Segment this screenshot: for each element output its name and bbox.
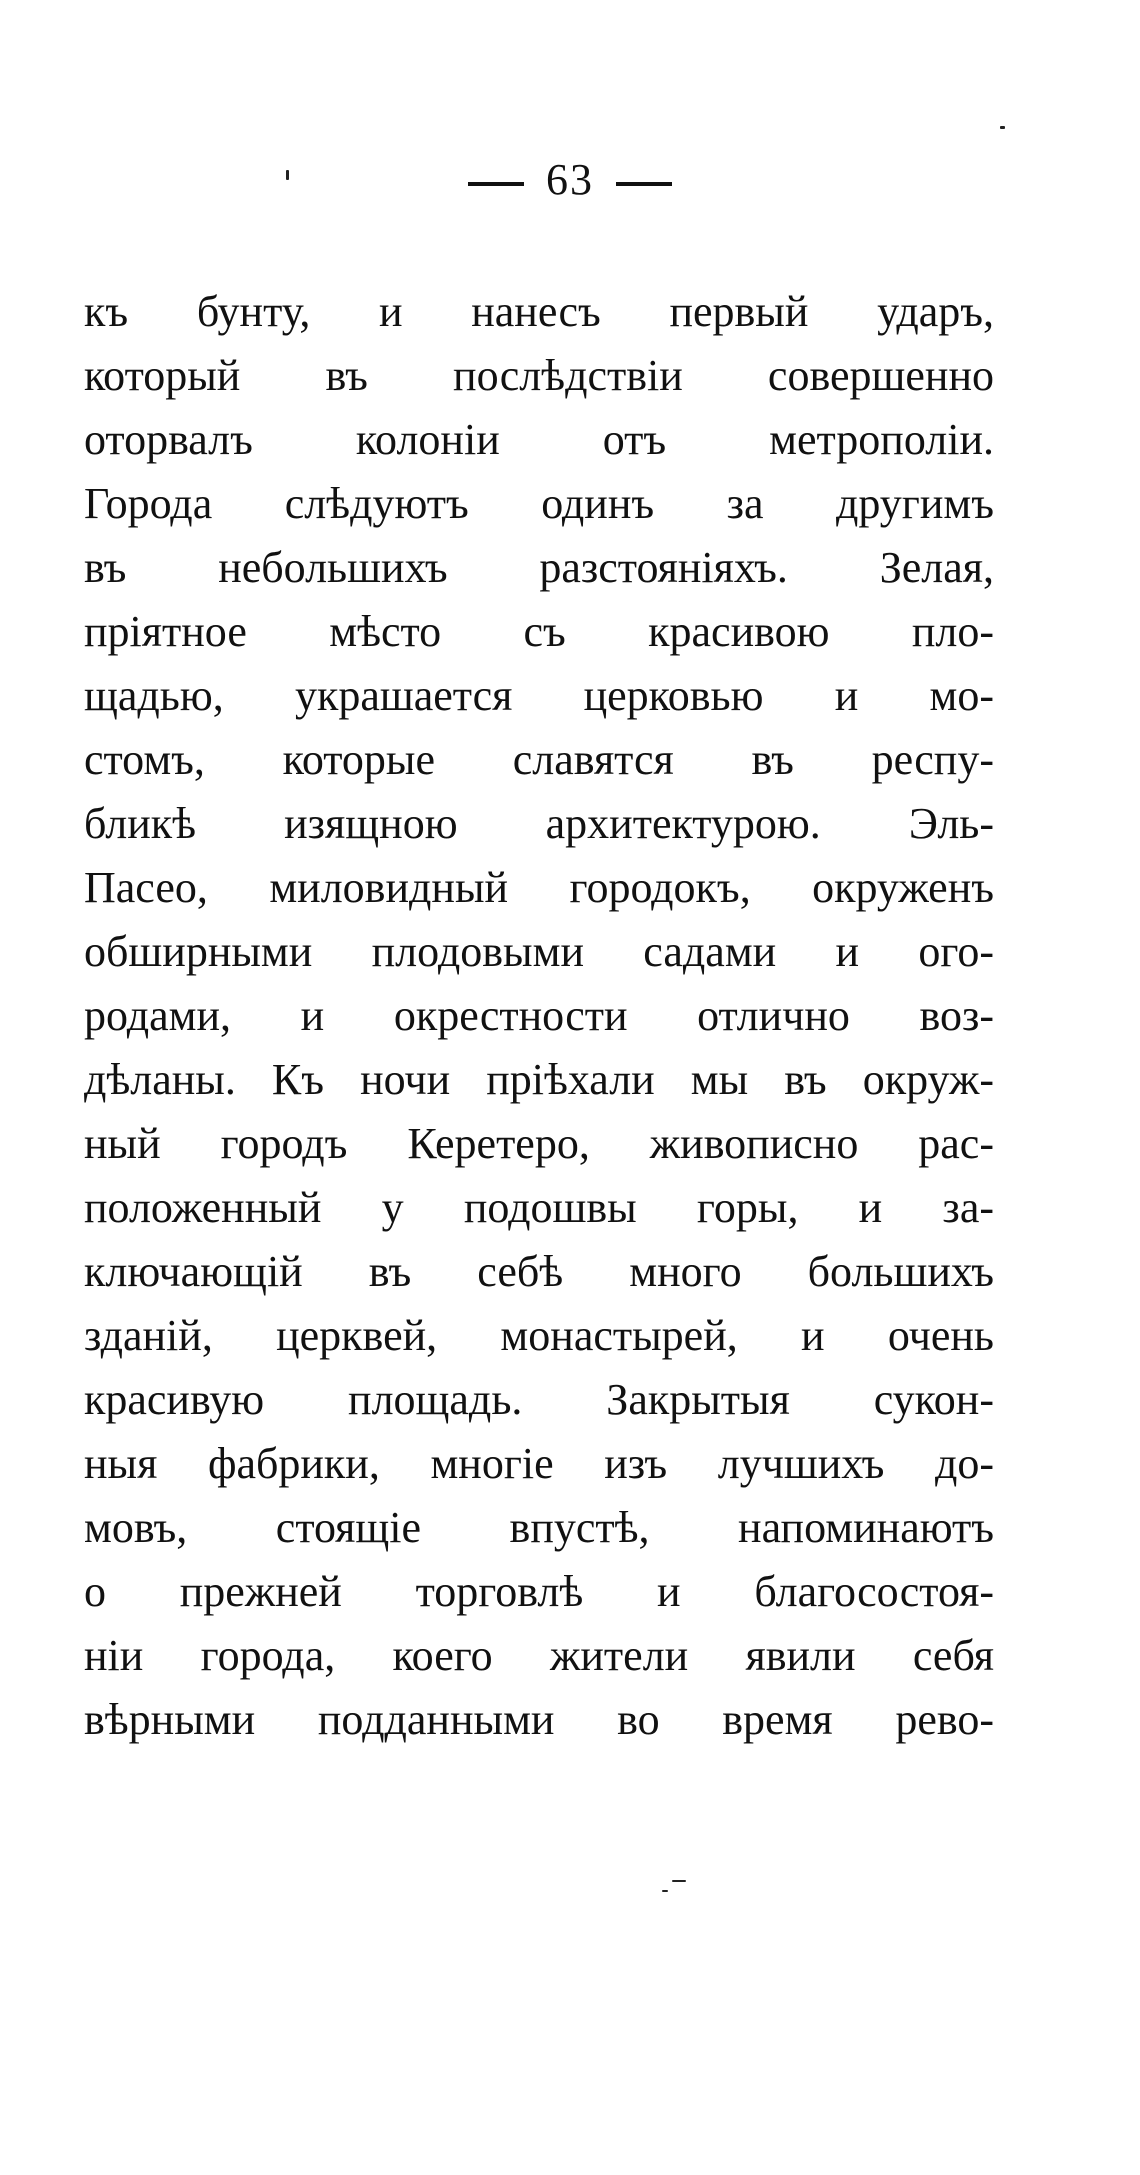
text-line: въ небольшихъ разстояніяхъ. Зелая, [84,543,994,592]
ink-speck [286,170,289,180]
text-line: зданій, церквей, монастырей, и очень [84,1311,994,1360]
text-line: родами, и окрестности отлично воз- [84,991,994,1040]
text-line: положенный у подошвы горы, и за- [84,1183,994,1232]
text-line: который въ послѣдствіи совершенно [84,351,994,400]
ink-speck [662,1890,668,1892]
text-line: ный городъ Керетеро, живописно рас- [84,1119,994,1168]
page-header [0,155,1140,204]
text-line: красивую площадь. Закрытыя сукон- [84,1375,994,1424]
text-line: къ бунту, и нанесъ первый ударъ, [84,287,994,336]
text-line: щадью, украшается церковью и мо- [84,671,994,720]
text-line: мовъ, стоящіе впустѣ, напоминаютъ [84,1503,994,1552]
text-line: ныя фабрики, многіе изъ лучшихъ до- [84,1439,994,1488]
text-line: оторвалъ колоніи отъ метрополіи. [84,415,994,464]
text-line: бликѣ изящною архитектурою. Эль- [84,799,994,848]
text-line: обширными плодовыми садами и ого- [84,927,994,976]
text-line: вѣрными подданными во время рево- [84,1695,994,1744]
text-line: о прежней торговлѣ и благосостоя- [84,1567,994,1616]
text-line: ніи города, коего жители явили себя [84,1631,994,1680]
text-line: ключающій въ себѣ много большихъ [84,1247,994,1296]
ink-speck [1000,126,1005,129]
header-dash-left [468,182,524,186]
text-line: Города слѣдуютъ одинъ за другимъ [84,479,994,528]
text-line: стомъ, которые славятся въ респу- [84,735,994,784]
text-line: Пасео, миловидный городокъ, окруженъ [84,863,994,912]
header-dash-right [616,182,672,186]
text-line: дѣланы. Къ ночи пріѣхали мы въ окруж- [84,1055,994,1104]
page-number: 63 [546,155,594,204]
text-line: пріятное мѣсто съ красивою пло- [84,607,994,656]
ink-speck [672,1880,686,1882]
body-text [84,280,994,1752]
